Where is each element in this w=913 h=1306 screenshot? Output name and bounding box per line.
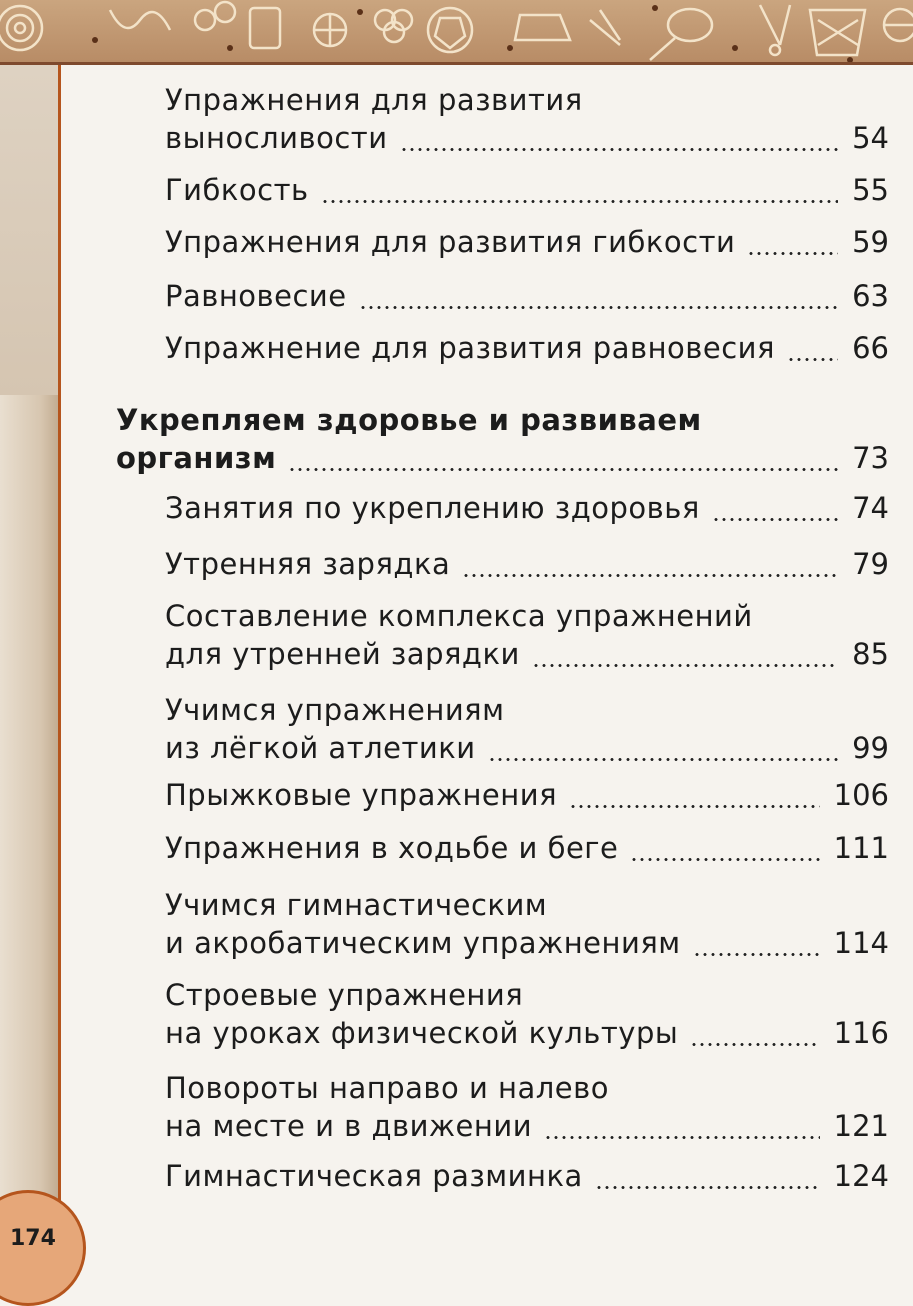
toc-entry-title: организм	[116, 441, 277, 475]
toc-entry-title: Упражнение для развития равновесия	[165, 331, 775, 365]
toc-entry-title: из лёгкой атлетики	[165, 731, 476, 765]
toc-entry-title: для утренней зарядки	[165, 637, 520, 671]
toc-entry-title: на уроках физической культуры	[165, 1016, 679, 1050]
toc-page-number: 63	[852, 279, 889, 313]
toc-page-number: 54	[852, 121, 889, 155]
toc-leader-dots	[544, 1136, 820, 1139]
toc-page-number: 74	[852, 491, 889, 525]
toc-page-number: 99	[852, 731, 889, 765]
toc-entry-title: Гимнастическая разминка	[165, 1159, 583, 1193]
toc-entry-title: и акробатическим упражнениям	[165, 926, 681, 960]
toc-page-number: 116	[833, 1016, 889, 1050]
toc-page-number: 66	[852, 331, 889, 365]
toc-page-number: 55	[852, 173, 889, 207]
toc-page-number: 124	[833, 1159, 889, 1193]
toc-page-number: 73	[852, 441, 889, 475]
toc-entry-title: выносливости	[165, 121, 388, 155]
toc-entry-title: на месте и в движении	[165, 1109, 533, 1143]
toc-entry-title: Учимся гимнастическим	[165, 888, 548, 922]
toc-entry-title: Строевые упражнения	[165, 978, 524, 1012]
toc-page-number: 79	[852, 547, 889, 581]
toc-leader-dots	[462, 574, 838, 577]
toc-leader-dots	[359, 306, 838, 309]
toc-leader-dots	[569, 805, 820, 808]
toc-leader-dots	[488, 758, 839, 761]
toc-leader-dots	[712, 518, 838, 521]
toc-entry-title: Учимся упражнениям	[165, 693, 505, 727]
toc-page-number: 106	[833, 778, 889, 812]
toc-entry-title: Укрепляем здоровье и развиваем	[116, 403, 702, 437]
page-number: 174	[10, 1226, 56, 1251]
toc-entry-title: Составление комплекса упражнений	[165, 599, 753, 633]
toc-entry-title: Утренняя зарядка	[165, 547, 451, 581]
toc-entry-title: Равновесие	[165, 279, 347, 313]
toc-entry-title: Прыжковые упражнения	[165, 778, 558, 812]
toc-leader-dots	[532, 664, 838, 667]
toc-entry-title: Занятия по укреплению здоровья	[165, 491, 700, 525]
toc-leader-dots	[747, 252, 838, 255]
toc-page-number: 111	[833, 831, 889, 865]
toc-leader-dots	[690, 1043, 819, 1046]
toc-leader-dots	[595, 1186, 820, 1189]
toc-leader-dots	[693, 953, 820, 956]
toc-leader-dots	[400, 148, 839, 151]
toc-leader-dots	[321, 200, 838, 203]
toc-entry-title: Гибкость	[165, 173, 309, 207]
toc-leader-dots	[288, 468, 838, 471]
toc-entry-title: Упражнения для развития гибкости	[165, 225, 736, 259]
toc-entry-title: Повороты направо и налево	[165, 1071, 609, 1105]
toc-leader-dots	[787, 358, 838, 361]
toc-entry-title: Упражнения в ходьбе и беге	[165, 831, 619, 865]
toc-leader-dots	[630, 858, 819, 861]
toc-page-number: 59	[852, 225, 889, 259]
toc-page-number: 121	[833, 1109, 889, 1143]
toc-page-number: 85	[852, 637, 889, 671]
toc-entry-title: Упражнения для развития	[165, 83, 583, 117]
toc-page-number: 114	[833, 926, 889, 960]
